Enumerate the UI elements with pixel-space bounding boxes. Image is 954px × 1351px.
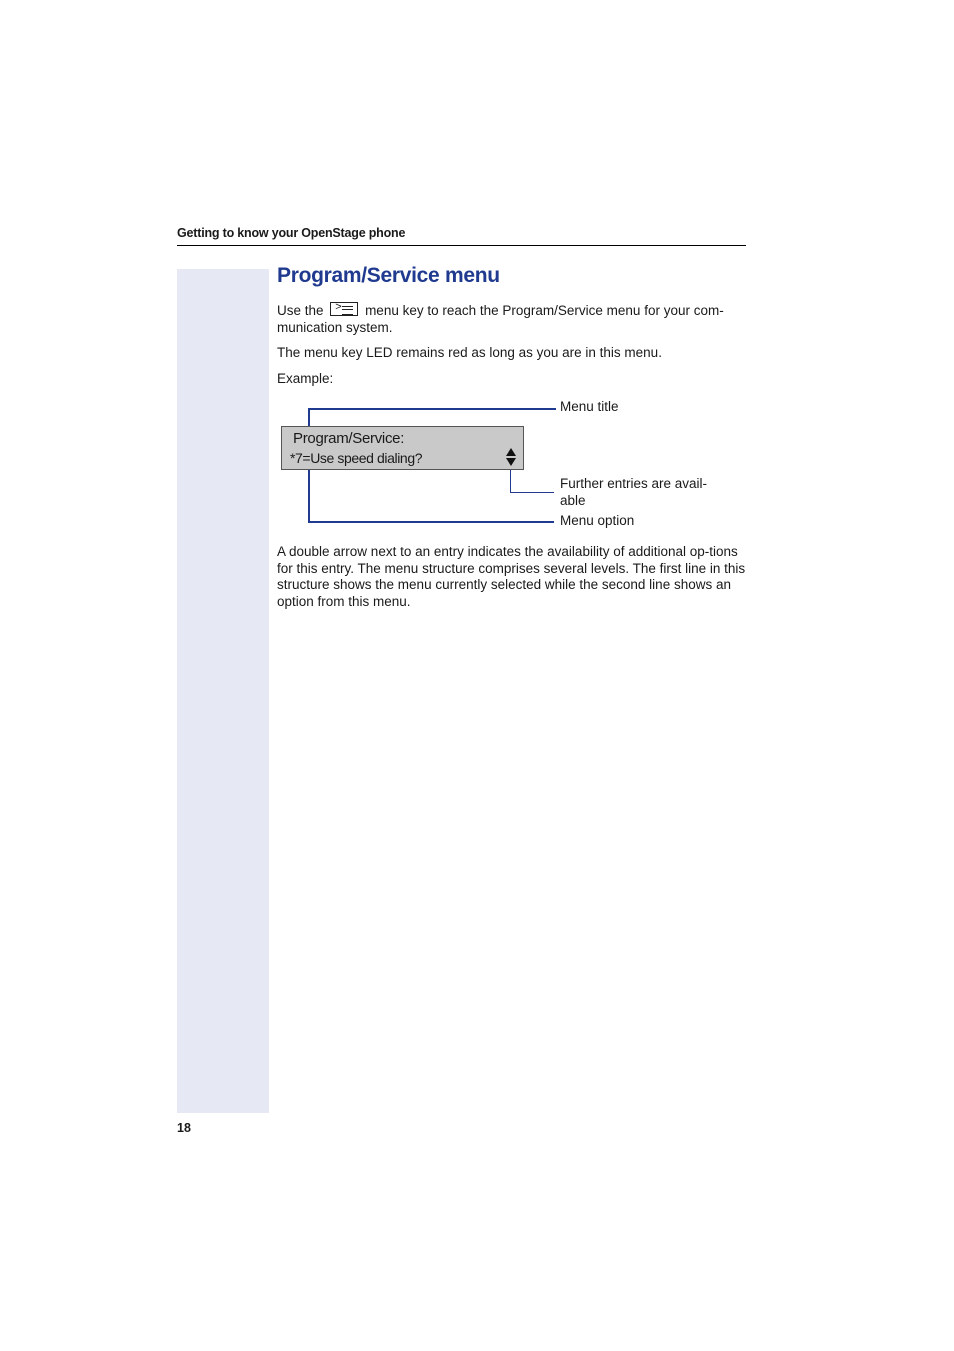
explanation-paragraph: A double arrow next to an entry indicates the availability of additional op-tions for this entry. The menu structure comprises several levels. The first line in this structure shows the menu currently selected while the second line shows an option from this menu. [277, 544, 746, 609]
intro-text-after: menu key to reach the Program/Service menu for your com-munication system. [277, 303, 724, 335]
display-menu-title: Program/Service: [293, 430, 405, 447]
phone-display [281, 426, 524, 470]
margin-sidebar [177, 269, 269, 1113]
running-header: Getting to know your OpenStage phone [177, 226, 746, 246]
further-entries-callout-line [510, 492, 554, 493]
led-note: The menu key LED remains red as long as you are in this menu. [277, 345, 662, 360]
menu-key-icon: > [330, 302, 358, 316]
further-entries-label: Further entries are avail-able [560, 476, 708, 508]
further-entries-callout-connector [510, 470, 511, 493]
example-label: Example: [277, 371, 334, 386]
double-arrow-icon [504, 447, 518, 467]
intro-text-before: Use the [277, 303, 324, 318]
menu-title-callout-connector [308, 408, 310, 426]
section-title: Program/Service menu [277, 264, 500, 287]
menu-option-callout-line [308, 521, 554, 523]
menu-option-callout-connector [308, 470, 310, 522]
menu-title-callout-line [308, 408, 556, 410]
menu-title-label: Menu title [560, 399, 619, 414]
page-number: 18 [177, 1121, 191, 1135]
display-menu-option: *7=Use speed dialing? [290, 450, 423, 466]
intro-paragraph [277, 302, 746, 336]
menu-option-label: Menu option [560, 513, 635, 528]
